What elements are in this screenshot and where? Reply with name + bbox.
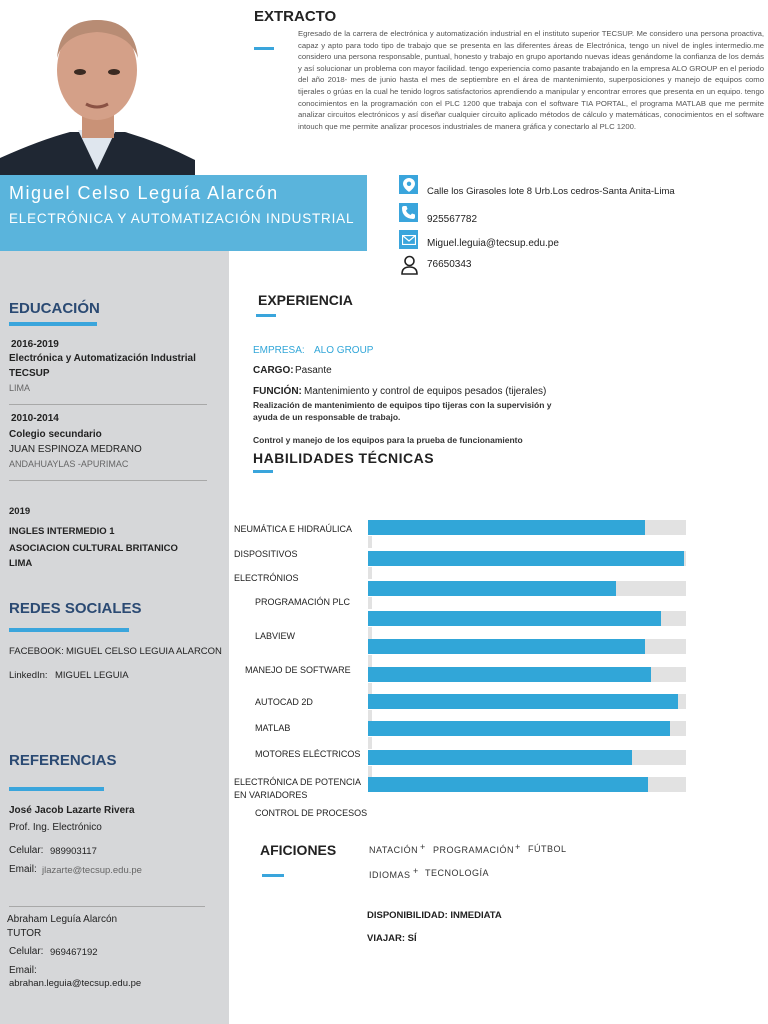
skill-bar-track xyxy=(368,667,686,682)
skill-bar-separator xyxy=(368,655,372,667)
ref-1-email-label: Email: xyxy=(9,864,37,875)
hobby-item: NATACIÓN xyxy=(369,845,419,855)
function-value: Mantenimiento y control de equipos pesados (tijerales) xyxy=(304,386,547,397)
skill-bar-fill xyxy=(368,639,645,654)
skill-label: CONTROL DE PROCESOS xyxy=(255,808,368,818)
linkedin-link[interactable]: MIGUEL LEGUIA xyxy=(55,670,129,681)
skill-label: AUTOCAD 2D xyxy=(255,697,313,707)
skill-bar-separator xyxy=(368,597,372,609)
ref-2-phone-label: Celular: xyxy=(9,946,44,957)
skill-bar-fill xyxy=(368,667,651,682)
skill-bar-fill xyxy=(368,721,670,736)
ref-1-phone: 989903117 xyxy=(50,846,97,857)
extract-heading-underline xyxy=(254,47,274,50)
facebook-label: FACEBOOK: xyxy=(9,646,64,657)
company-label: EMPRESA: xyxy=(253,345,305,356)
references-heading-underline xyxy=(9,787,104,791)
edu-3-degree: INGLES INTERMEDIO 1 xyxy=(9,526,115,537)
skills-heading-underline xyxy=(253,470,273,473)
edu-3-years: 2019 xyxy=(9,506,31,517)
skill-bar-track xyxy=(368,611,686,626)
position-label: CARGO: xyxy=(253,365,294,376)
skill-bar-track xyxy=(368,777,686,792)
plus-icon: + xyxy=(420,842,426,852)
skill-bar-separator xyxy=(368,567,372,579)
ref-2-role: TUTOR xyxy=(7,928,42,939)
sidebar-background xyxy=(0,250,229,1024)
ref-2-phone: 969467192 xyxy=(50,947,98,958)
skill-bar-track xyxy=(368,694,686,709)
skill-bar-separator xyxy=(368,536,372,548)
skill-label: ELECTRÓNIOS xyxy=(234,573,299,583)
skill-bar-fill xyxy=(368,611,661,626)
skills-heading: HABILIDADES TÉCNICAS xyxy=(253,450,435,466)
edu-1-years: 2016-2019 xyxy=(11,339,59,350)
edu-3-school: ASOCIACION CULTURAL BRITANICO xyxy=(9,543,178,554)
skill-label: PROGRAMACIÓN PLC xyxy=(255,597,351,607)
skill-bar-fill xyxy=(368,750,632,765)
edu-3-place: LIMA xyxy=(9,558,33,569)
hobby-item: FÚTBOL xyxy=(528,844,567,854)
experience-detail-2: Control y manejo de los equipos para la prueba de funcionamiento xyxy=(253,435,523,445)
skill-bar-fill xyxy=(368,520,645,535)
email-icon xyxy=(399,230,418,249)
ref-2-name: Abraham Leguía Alarcón xyxy=(7,914,118,925)
profile-photo xyxy=(0,0,195,175)
ref-1-email[interactable]: jlazarte@tecsup.edu.pe xyxy=(42,865,142,876)
skill-bar-track xyxy=(368,551,686,566)
skill-bar-track xyxy=(368,750,686,765)
ref-1-name: José Jacob Lazarte Rivera xyxy=(9,805,135,816)
position-value: Pasante xyxy=(295,365,332,376)
edu-2-years: 2010-2014 xyxy=(11,413,59,424)
edu-2-school: JUAN ESPINOZA MEDRANO xyxy=(9,444,142,455)
skill-label: MOTORES ELÉCTRICOS xyxy=(255,749,361,759)
extract-heading: EXTRACTO xyxy=(254,8,337,25)
phone-icon xyxy=(399,203,418,222)
skill-bar-track xyxy=(368,721,686,736)
social-heading-underline xyxy=(9,628,129,632)
hobby-item: IDIOMAS xyxy=(369,870,411,880)
hobbies-heading: AFICIONES xyxy=(260,842,337,858)
skill-bar-separator xyxy=(368,627,372,639)
skill-bar-track xyxy=(368,520,686,535)
skill-bar-fill xyxy=(368,581,616,596)
id-person-icon xyxy=(401,255,418,275)
skill-label: DISPOSITIVOS xyxy=(234,549,298,559)
contact-address: Calle los Girasoles lote 8 Urb.Los cedros-Santa Anita-Lima xyxy=(427,186,675,197)
full-name: Miguel Celso Leguía Alarcón xyxy=(9,183,279,203)
hobby-item: PROGRAMACIÓN xyxy=(433,845,515,855)
hobbies-heading-underline xyxy=(262,874,284,877)
edu-1-place: LIMA xyxy=(9,383,31,393)
function-label: FUNCIÓN: xyxy=(253,386,302,397)
ref-1-phone-label: Celular: xyxy=(9,845,44,856)
travel: VIAJAR: SÍ xyxy=(367,933,417,944)
education-heading-underline xyxy=(9,322,97,326)
experience-heading-underline xyxy=(256,314,276,317)
hobby-item: TECNOLOGÍA xyxy=(425,868,490,878)
social-heading: REDES SOCIALES xyxy=(9,600,142,617)
skill-bar-track xyxy=(368,639,686,654)
ref-1-role: Prof. Ing. Electrónico xyxy=(9,822,102,833)
edu-2-place: ANDAHUAYLAS -APURIMAC xyxy=(9,459,129,469)
profession-title: ELECTRÓNICA Y AUTOMATIZACIÓN INDUSTRIAL xyxy=(9,211,355,226)
plus-icon: + xyxy=(413,866,419,876)
linkedin-label: LinkedIn: xyxy=(9,670,48,681)
company-name: ALO GROUP xyxy=(314,345,374,356)
experience-heading: EXPERIENCIA xyxy=(258,292,353,308)
ref-2-email[interactable]: abrahan.leguia@tecsup.edu.pe xyxy=(9,978,142,989)
contact-phone: 925567782 xyxy=(427,214,478,225)
extract-text: Egresado de la carrera de electrónica y automatización industrial en el instituto superior TECSUP. Me considero una persona proactiva, capaz y apto para todo tipo de trabajo que se presenta en las diferentes áreas de Electrónica, tengo un nivel de ingles intermedio.me considero una persona responsable, puntual, honesto y trabajo en grupo aportando nuevas ideas genándome la confianza de los demás y así solucionar un problema con mayor facilidad. tengo experiencia como pasante trabajando en la empresa ALO GROUP en el periodo del año 2018- mes de junio hasta el mes de septiembre en el área de mantenimiento, superposiciones y manejo de equipos como tijerales o grúas en la cual he tenido logros satisfactorios aprendiendo a manipular y encontrar errores que presenta en un equipo. tengo conocimientos en la programación con el PLC 1200 que trabaja con el software TIA PORTAL, el programa MATLAB que me permite analizar circuitos electrónicos y así diseñar cualquier circuito aplicado métodos de cálculo y matemáticas, conocimientos en el software intouch que me permite analizar procesos industriales de manera gráfica y conectarlo al PLC 1200. xyxy=(298,29,764,131)
experience-detail-1: Realización de mantenimiento de equipos tipo tijeras con la supervisión y ayuda de un responsable de trabajo. xyxy=(253,400,552,422)
location-pin-icon xyxy=(399,175,418,194)
skill-label: ELECTRÓNICA DE POTENCIA EN VARIADORES xyxy=(234,777,361,800)
skill-label: MANEJO DE SOFTWARE xyxy=(245,665,351,675)
contact-email[interactable]: Miguel.leguia@tecsup.edu.pe xyxy=(427,238,559,249)
divider xyxy=(9,404,207,405)
skill-bar-fill xyxy=(368,551,684,566)
skill-bar-fill xyxy=(368,777,648,792)
ref-2-email-label: Email: xyxy=(9,965,37,976)
edu-2-degree: Colegio secundario xyxy=(9,429,102,440)
skill-label: NEUMÁTICA E HIDRAÚLICA xyxy=(234,524,353,534)
availability: DISPONIBILIDAD: INMEDIATA xyxy=(367,910,502,921)
skill-bar-fill xyxy=(368,694,678,709)
contact-dni: 76650343 xyxy=(427,259,472,270)
edu-1-school: TECSUP xyxy=(9,368,50,379)
plus-icon: + xyxy=(515,842,521,852)
education-heading: EDUCACIÓN xyxy=(9,300,100,317)
skill-bar-track xyxy=(368,581,686,596)
skill-label: LABVIEW xyxy=(255,631,296,641)
skill-label: MATLAB xyxy=(255,723,291,733)
edu-1-degree: Electrónica y Automatización Industrial xyxy=(9,353,196,364)
divider xyxy=(9,906,205,907)
facebook-link[interactable]: MIGUEL CELSO LEGUIA ALARCON xyxy=(66,646,222,657)
divider xyxy=(9,480,207,481)
references-heading: REFERENCIAS xyxy=(9,752,117,769)
skill-bar-separator xyxy=(368,737,372,749)
